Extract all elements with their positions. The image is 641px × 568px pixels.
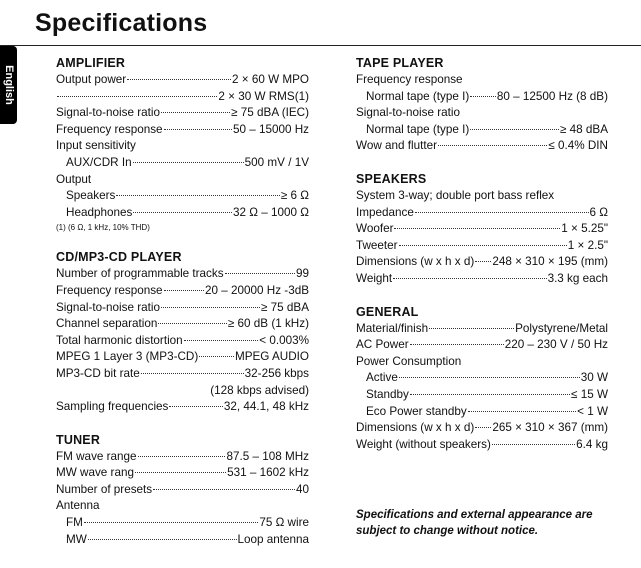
- spec-label: FM wave range: [56, 449, 137, 463]
- dot-leader: [410, 394, 570, 395]
- spec-label: Signal-to-noise ratio: [56, 300, 160, 314]
- spec-label: Wow and flutter: [356, 139, 437, 153]
- spec-value: 1 × 2.5": [567, 238, 608, 252]
- dot-leader: [184, 340, 259, 341]
- spec-label: Active: [366, 371, 398, 385]
- spec-value: ≥ 48 dBA: [560, 122, 608, 136]
- dot-leader: [470, 129, 559, 130]
- spec-label: Output power: [56, 73, 127, 86]
- spec-label: Standby: [366, 387, 409, 401]
- dot-leader: [138, 456, 226, 457]
- spec-value: 531 – 1602 kHz: [227, 466, 309, 480]
- dot-leader: [116, 195, 279, 196]
- spec-value: 6.4 kg: [576, 437, 608, 451]
- dot-leader: [394, 228, 560, 229]
- spec-row: [56, 383, 309, 400]
- spec-row: [56, 532, 309, 549]
- spec-label: Weight (without speakers): [356, 437, 491, 451]
- dot-leader: [475, 261, 491, 262]
- spec-row: [356, 254, 608, 271]
- spec-label: Number of presets: [56, 482, 153, 496]
- spec-value: 248 × 310 × 195 (mm): [492, 255, 608, 269]
- spec-row: [56, 266, 309, 283]
- dot-leader: [169, 406, 222, 407]
- language-tab: [0, 46, 17, 124]
- spec-label: Frequency response: [56, 283, 163, 297]
- spec-label: Impedance: [356, 205, 414, 219]
- spec-label: MW wave rang: [56, 466, 134, 480]
- spec-row: [356, 387, 608, 404]
- spec-value: MPEG AUDIO: [234, 350, 309, 364]
- spec-label: Frequency response: [356, 73, 463, 86]
- spec-row: [356, 72, 608, 89]
- spec-value: 2 × 60 W MPO: [232, 73, 309, 86]
- spec-row: [56, 316, 309, 333]
- dot-leader: [127, 79, 231, 80]
- spec-row: [56, 205, 309, 222]
- spec-label: Normal tape (type I): [366, 89, 470, 103]
- spec-row: [56, 482, 309, 499]
- spec-row: [356, 354, 608, 371]
- spec-value: 1 × 5.25": [561, 222, 608, 236]
- spec-label: Power Consumption: [356, 354, 462, 368]
- dot-leader: [161, 307, 260, 308]
- spec-value: ≤ 15 W: [571, 387, 608, 401]
- dot-leader: [164, 290, 204, 291]
- spec-section: [356, 56, 608, 155]
- spec-row: [56, 349, 309, 366]
- spec-row: [356, 321, 608, 338]
- dot-leader: [399, 245, 567, 246]
- spec-value: 30 W: [580, 371, 608, 385]
- spec-row: [356, 105, 608, 122]
- spec-label: Dimensions (w x h x d): [356, 421, 475, 435]
- page-title: Specifications: [35, 9, 208, 37]
- spec-row: [56, 300, 309, 317]
- spec-value: ≤ 0.4% DIN: [548, 139, 608, 153]
- spec-row: [356, 271, 608, 288]
- dot-leader: [225, 273, 295, 274]
- spec-value: 32 Ω – 1000 Ω: [233, 205, 309, 219]
- dot-leader: [199, 356, 234, 357]
- dot-leader: [410, 344, 504, 345]
- spec-label: AUX/CDR In: [66, 155, 132, 169]
- spec-row: [56, 399, 309, 416]
- spec-label: Weight: [356, 271, 393, 285]
- dot-leader: [415, 212, 589, 213]
- spec-label: Eco Power standby: [366, 404, 467, 418]
- spec-row: [356, 138, 608, 155]
- spec-value: 500 mV / 1V: [244, 155, 309, 169]
- dot-leader: [492, 444, 575, 445]
- spec-row: [356, 89, 608, 106]
- spec-value: ≥ 75 dBA (IEC): [231, 106, 309, 120]
- section-heading: GENERAL: [356, 304, 419, 319]
- spec-row: [356, 122, 608, 139]
- spec-label: FM: [66, 516, 83, 530]
- dot-leader: [161, 112, 230, 113]
- section-heading: CD/MP3-CD PLAYER: [56, 250, 182, 265]
- spec-row: [356, 205, 608, 222]
- spec-label: MP3-CD bit rate: [56, 366, 140, 380]
- change-notice: Specifications and external appearance are subject to change without notice.: [356, 509, 593, 537]
- section-heading: SPEAKERS: [356, 171, 427, 186]
- spec-label: Number of programmable tracks: [56, 267, 224, 281]
- dot-leader: [153, 489, 295, 490]
- spec-label: Headphones: [66, 205, 133, 219]
- spec-row: [56, 333, 309, 350]
- footnote: (1) (6 Ω, 1 kHz, 10% THD): [56, 223, 150, 233]
- spec-value: Polystyrene/Metal: [515, 321, 608, 335]
- spec-label: Tweeter: [356, 238, 398, 252]
- section-heading: TUNER: [56, 432, 101, 447]
- title-divider: [0, 45, 641, 46]
- spec-row: [56, 122, 309, 139]
- spec-value: 2 × 30 W RMS(1): [218, 89, 309, 103]
- spec-label: Sampling frequencies: [56, 400, 169, 414]
- spec-row: [56, 498, 309, 515]
- spec-value: 75 Ω wire: [259, 516, 309, 530]
- spec-label: Channel separation: [56, 317, 158, 331]
- spec-value: (128 kbps advised): [210, 383, 309, 397]
- left-column: [56, 56, 309, 565]
- spec-value: 220 – 230 V / 50 Hz: [504, 338, 608, 352]
- spec-section: [356, 172, 608, 288]
- spec-value: 50 – 15000 Hz: [232, 122, 309, 136]
- spec-value: 40: [295, 482, 309, 496]
- spec-row: [356, 437, 608, 454]
- spec-label: Antenna: [56, 499, 100, 513]
- spec-row: [56, 155, 309, 172]
- spec-label: AC Power: [356, 338, 409, 352]
- spec-section: [56, 433, 309, 549]
- spec-label: Material/finish: [356, 321, 429, 335]
- spec-label: Dimensions (w x h x d): [356, 255, 475, 269]
- dot-leader: [141, 373, 244, 374]
- right-column: [356, 56, 608, 470]
- spec-label: Output: [56, 172, 92, 186]
- spec-value: 3.3 kg each: [547, 271, 608, 285]
- spec-row: [56, 72, 309, 89]
- dot-leader: [164, 129, 232, 130]
- spec-label: Woofer: [356, 222, 394, 236]
- spec-value: ≥ 75 dBA: [261, 300, 309, 314]
- spec-label: Total harmonic distortion: [56, 333, 183, 347]
- spec-row: [356, 188, 608, 205]
- dot-leader: [133, 162, 244, 163]
- spec-label: System 3-way; double port bass reflex: [356, 188, 555, 202]
- section-heading: TAPE PLAYER: [356, 56, 444, 70]
- spec-row: [56, 172, 309, 189]
- spec-row: [56, 89, 309, 106]
- spec-value: 80 – 12500 Hz (8 dB): [496, 89, 608, 103]
- dot-leader: [133, 212, 232, 213]
- spec-row: [356, 420, 608, 437]
- spec-row: [56, 283, 309, 300]
- spec-value: 32, 44.1, 48 kHz: [223, 400, 309, 414]
- spec-label: Signal-to-noise ratio: [356, 106, 460, 120]
- spec-value: 32-256 kbps: [244, 366, 309, 380]
- dot-leader: [475, 427, 491, 428]
- spec-row: [56, 449, 309, 466]
- spec-label: Input sensitivity: [56, 139, 136, 153]
- spec-row: [356, 238, 608, 255]
- spec-label: Signal-to-noise ratio: [56, 106, 160, 120]
- spec-row: [356, 221, 608, 238]
- spec-value: 99: [295, 267, 309, 281]
- spec-value: ≥ 6 Ω: [280, 189, 309, 203]
- spec-value: Loop antenna: [237, 532, 309, 546]
- spec-value: 87.5 – 108 MHz: [226, 449, 309, 463]
- dot-leader: [429, 328, 514, 329]
- spec-row: [356, 337, 608, 354]
- dot-leader: [438, 145, 547, 146]
- dot-leader: [468, 411, 576, 412]
- dot-leader: [470, 96, 496, 97]
- spec-value: < 1 W: [577, 404, 608, 418]
- spec-label: Normal tape (type I): [366, 122, 470, 136]
- dot-leader: [399, 377, 580, 378]
- dot-leader: [135, 472, 226, 473]
- spec-row: [56, 188, 309, 205]
- spec-row: [56, 366, 309, 383]
- spec-value: 20 – 20000 Hz -3dB: [205, 283, 309, 297]
- dot-leader: [84, 522, 258, 523]
- dot-leader: [158, 323, 227, 324]
- spec-section: [356, 305, 608, 454]
- spec-row: [56, 515, 309, 532]
- spec-row: [56, 465, 309, 482]
- spec-label: Frequency response: [56, 122, 163, 136]
- dot-leader: [393, 278, 546, 279]
- dot-leader: [57, 96, 217, 97]
- spec-value: 265 × 310 × 367 (mm): [492, 421, 608, 435]
- section-heading: AMPLIFIER: [56, 56, 126, 70]
- spec-label: Speakers: [66, 189, 116, 203]
- spec-value: 6 Ω: [589, 205, 608, 219]
- spec-section: [56, 56, 309, 233]
- spec-value: ≥ 60 dB (1 kHz): [227, 317, 309, 331]
- spec-value: < 0.003%: [259, 333, 309, 347]
- spec-row: [356, 370, 608, 387]
- spec-row: [356, 404, 608, 421]
- language-tab-label: English: [2, 65, 15, 105]
- spec-label: MPEG 1 Layer 3 (MP3-CD): [56, 350, 199, 364]
- spec-section: [56, 250, 309, 415]
- spec-row: [56, 105, 309, 122]
- dot-leader: [88, 539, 237, 540]
- spec-row: [56, 138, 309, 155]
- spec-label: MW: [66, 532, 87, 546]
